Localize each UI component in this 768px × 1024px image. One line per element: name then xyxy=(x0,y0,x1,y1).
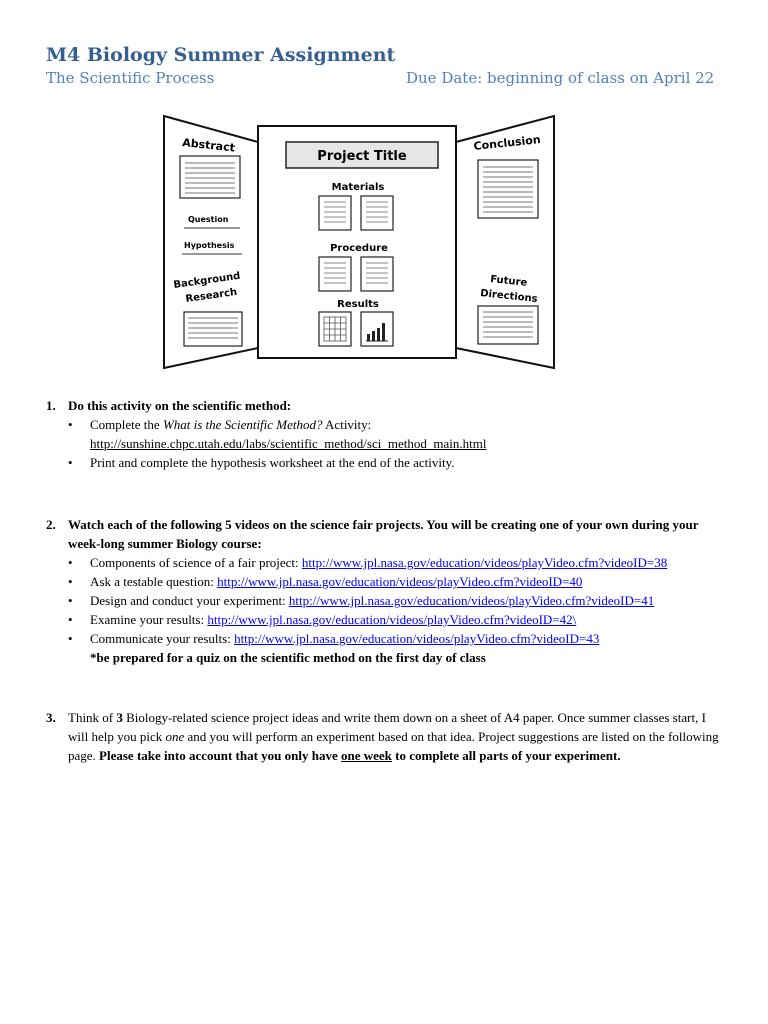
video-link[interactable]: http://www.jpl.nasa.gov/education/videos/playVideo.cfm?videoID=40 xyxy=(217,574,583,589)
procedure-sheet-2 xyxy=(361,257,393,291)
bullet: • xyxy=(68,417,73,432)
science-fair-board-illustration xyxy=(160,112,560,374)
abstract-label: Abstract xyxy=(181,136,236,155)
background-sheet xyxy=(184,312,242,346)
video-link[interactable]: http://www.jpl.nasa.gov/education/videos/playVideo.cfm?videoID=38 xyxy=(301,555,668,570)
bullet: • xyxy=(68,574,73,589)
page-title: M4 Biology Summer Assignment xyxy=(46,44,396,66)
materials-label: Materials xyxy=(331,182,385,193)
bullet: • xyxy=(68,555,73,570)
section-3-paragraph: Think of 3 Biology-related science project ideas and write them down on a sheet of A4 paper. Once summer classes start, I will help you pick one and you will perform an experiment based on that idea. Project suggestions are listed on the following page. Please take into account that you only have one week to complete all parts of your experiment. xyxy=(68,710,719,763)
video-link[interactable]: http://www.jpl.nasa.gov/education/videos/playVideo.cfm?videoID=41 xyxy=(288,593,655,608)
materials-sheet-1 xyxy=(319,196,351,230)
question-label: Question xyxy=(188,215,229,224)
project-title-label: Project Title xyxy=(317,149,407,164)
section-1-number: 1. xyxy=(46,398,56,413)
conclusion-sheet xyxy=(478,160,538,218)
future-label: Future xyxy=(489,274,528,289)
bullet: • xyxy=(68,612,73,627)
background-label: Background xyxy=(172,270,242,291)
abstract-sheet xyxy=(180,156,240,198)
directions-label: Directions xyxy=(479,288,539,305)
video-link[interactable]: http://www.jpl.nasa.gov/education/videos/playVideo.cfm?videoID=43 xyxy=(234,631,600,646)
materials-sheet-2 xyxy=(361,196,393,230)
video-link[interactable]: http://www.jpl.nasa.gov/education/videos/playVideo.cfm?videoID=42\ xyxy=(207,612,577,627)
section-3-number: 3. xyxy=(46,710,56,725)
procedure-sheet-1 xyxy=(319,257,351,291)
video-item: Ask a testable question: http://www.jpl.nasa.gov/education/videos/playVideo.cfm?videoID=40 xyxy=(90,574,583,589)
procedure-label: Procedure xyxy=(330,243,388,254)
video-item: Components of science of a fair project: http://www.jpl.nasa.gov/education/videos/playVideo.cfm?videoID=38 xyxy=(90,555,668,570)
bullet: • xyxy=(68,455,73,470)
due-date: Due Date: beginning of class on April 22 xyxy=(406,69,715,87)
section-1-heading: Do this activity on the scientific method: xyxy=(68,398,292,413)
video-item: Communicate your results: http://www.jpl.nasa.gov/education/videos/playVideo.cfm?videoID=43 xyxy=(90,631,600,646)
bullet: • xyxy=(68,631,73,646)
section-1-bullet-2: Print and complete the hypothesis worksheet at the end of the activity. xyxy=(90,455,455,470)
section-2-number: 2. xyxy=(46,517,56,532)
video-item: Design and conduct your experiment: http://www.jpl.nasa.gov/education/videos/playVideo.cfm?videoID=41 xyxy=(90,593,655,608)
scientific-method-activity-link[interactable]: http://sunshine.chpc.utah.edu/labs/scientific_method/sci_method_main.html xyxy=(90,436,487,451)
hypothesis-label: Hypothesis xyxy=(184,241,235,250)
video-item: Examine your results: http://www.jpl.nasa.gov/education/videos/playVideo.cfm?videoID=42\ xyxy=(90,612,577,627)
section-1-bullet-1: Complete the What is the Scientific Method? Activity: xyxy=(90,417,372,432)
quiz-note: *be prepared for a quiz on the scientific method on the first day of class xyxy=(90,650,486,665)
page-subtitle: The Scientific Process xyxy=(46,69,215,87)
results-label: Results xyxy=(337,299,379,310)
research-label: Research xyxy=(184,286,238,305)
conclusion-label: Conclusion xyxy=(472,133,542,153)
bullet: • xyxy=(68,593,73,608)
section-2-heading: Watch each of the following 5 videos on the science fair projects. You will be creating one of your own during your week-long summer Biology course: xyxy=(68,517,699,551)
